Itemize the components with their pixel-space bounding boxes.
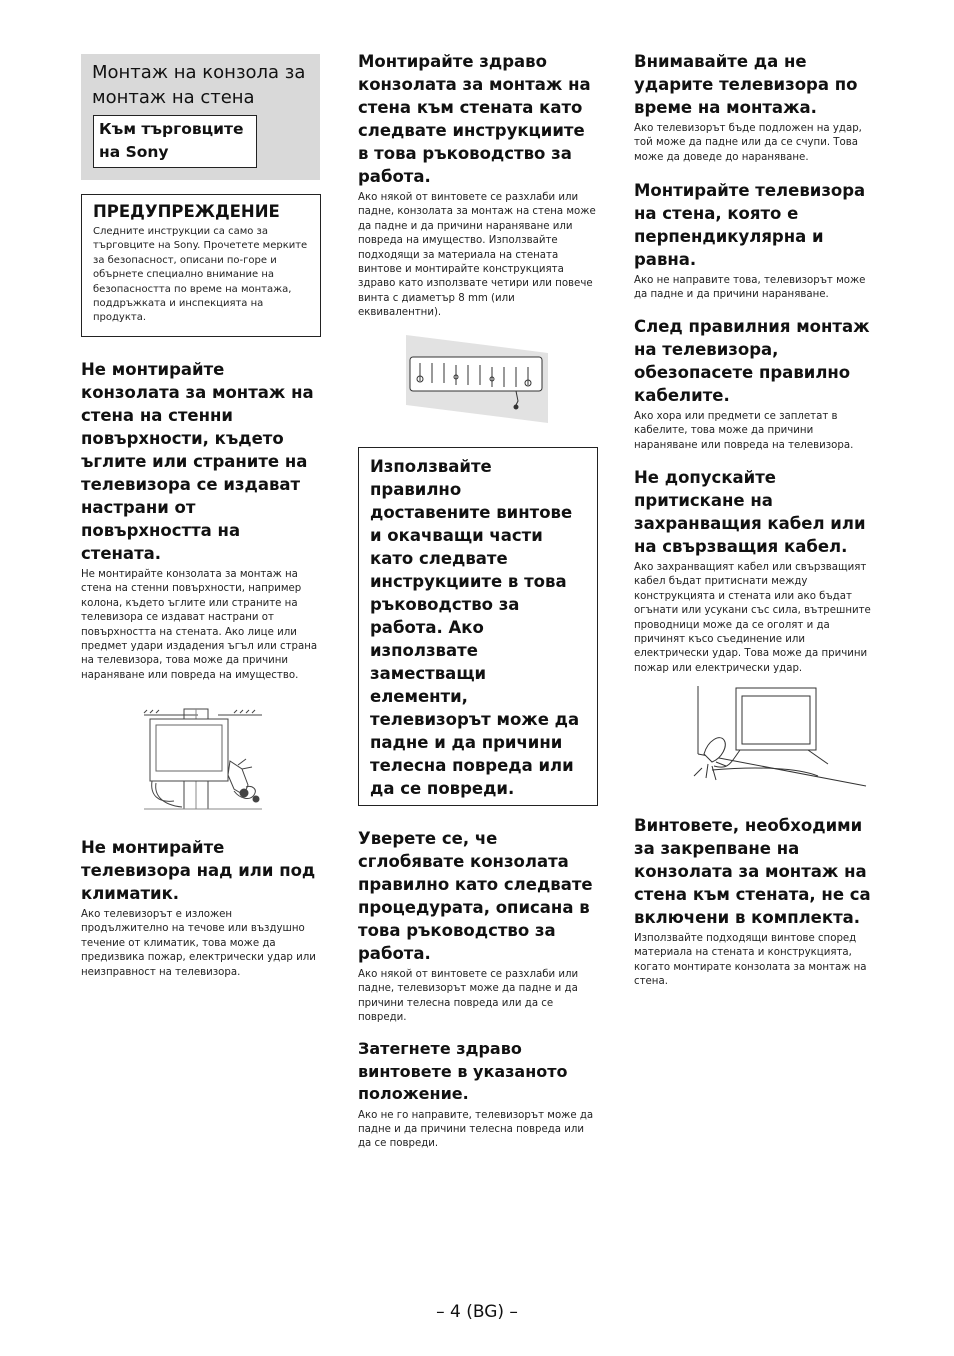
warning-title: ПРЕДУПРЕЖДЕНИЕ [93,202,280,221]
section-text: Ако телевизорът бъде подложен на удар, той може да падне или да се счупи. Това може да доведе до нараняване. [634,123,862,163]
section-heading: Не монтирайте конзолата за монтаж на стена на стенни повърхности, където ъглите или страните на телевизора се издават настрани от повърхността на стената. [81,360,314,563]
section-text: Ако не направите това, телевизорът може да падне и да причини нараняване. [634,275,866,301]
section-text: Не монтирайте конзолата за монтаж на стена на стенни повърхности, например колона, където ъглите или страните на телевизора се издават настрани от повърхността на стената. Ако лице или предмет удари издадения ъгъл или страна на телевизора, това може да причини нараняване или повреда на имущество. [81,569,318,681]
right-section-4 [634,466,874,676]
section-heading: Не допускайте притискане на захранващия кабел или на свързващия кабел. [634,468,866,556]
section-heading: Затегнете здраво винтовете в указаното положение. [358,1039,568,1103]
warning-box [81,194,321,337]
section-heading: Уверете се, че сглобявате конзолата правилно като следвате процедурата, описана в това ръководство за работа. [358,829,593,963]
right-section-5 [634,814,874,990]
section-text: Ако не го направите, телевизорът може да падне и да причини телесна повреда или да се повреди. [358,1109,594,1150]
section-text: Ако захранващият кабел или свързващият кабел бъдат притиснати между конструкцията и стената или ако бъдат огънати или усукани със сила, вътрешните проводници може да се оголят и да причинят късо съединение или електрически удар. Това може да причини пожар или електрически удар. [634,562,871,674]
illustration-tv-on-column [138,705,268,813]
left-section-2 [81,836,321,980]
section-heading: Винтовете, необходими за закрепване на конзолата за монтаж на стена към стената, не са включени в комплекта. [634,816,871,927]
section-text: Използвайте подходящи винтове според материала на стената и конструкцията, когато монтирате конзолата за монтаж на стена. [634,933,867,988]
section-text: Ако някой от винтовете се разхлаби или падне, телевизорът може да падне и да причини телесна повреда или да се повреди. [358,969,579,1024]
mid-section-1 [358,50,598,321]
right-section-1 [634,50,874,165]
right-section-3 [634,315,874,453]
section-text: Ако някой от винтовете се разхлаби или падне, конзолата за монтаж на стена може да падне и да причини нараняване или повреда на имущество. Използвайте подходящи за материала на стената винтове и монтирайте конструкцията здраво като използвате четири или повече винта с диаметър 8 mm (или еквивалентни). [358,192,596,319]
warning-text: Следните инструкции са само за търговците на Sony. Прочетете мерките за безопасност, описани по-горе и обърнете специално внимание на безопасността по време на монтажа, поддръжката и инспекцията на продукта. [93,226,308,324]
illustration-bracket-on-wall [404,333,550,425]
mid-section-2 [358,827,598,1026]
page-number: – 4 (BG) – [436,1302,518,1322]
left-section-1 [81,358,321,683]
section-text: Ако хора или предмети се заплетат в кабелите, това може да причини нараняване или повреда на телевизора. [634,411,854,451]
section-heading: Монтирайте телевизора на стена, която е перпендикулярна и равна. [634,181,866,269]
dealer-label: Към търговците на Sony [93,115,257,168]
page-title: Монтаж на конзола за монтаж на стена [92,62,306,108]
illustration-pinched-cable [678,684,868,788]
boxed-warning-text: Използвайте правилно доставените винтове и окачващи части като следвате инструкциите в това ръководство за работа. Ако използвате заместващи елементи, телевизорът може да падне и да причини телесна повреда или да се повреди. [370,457,580,798]
section-text: Ако телевизорът е изложен продължително на течове или въздушно течение от климатик, това може да предизвика пожар, електрически удар или неизправност на телевизора. [81,909,316,978]
mid-section-3 [358,1038,598,1152]
boxed-warning [358,447,598,806]
section-title-block [81,54,320,180]
section-heading: Не монтирайте телевизора над или под климатик. [81,838,316,903]
section-heading: Монтирайте здраво конзолата за монтаж на стена към стената като следвате инструкциите в това ръководство за работа. [358,52,591,186]
section-heading: Внимавайте да не ударите телевизора по време на монтажа. [634,52,858,117]
section-heading: След правилния монтаж на телевизора, обезопасете правилно кабелите. [634,317,870,405]
right-section-2 [634,179,874,303]
